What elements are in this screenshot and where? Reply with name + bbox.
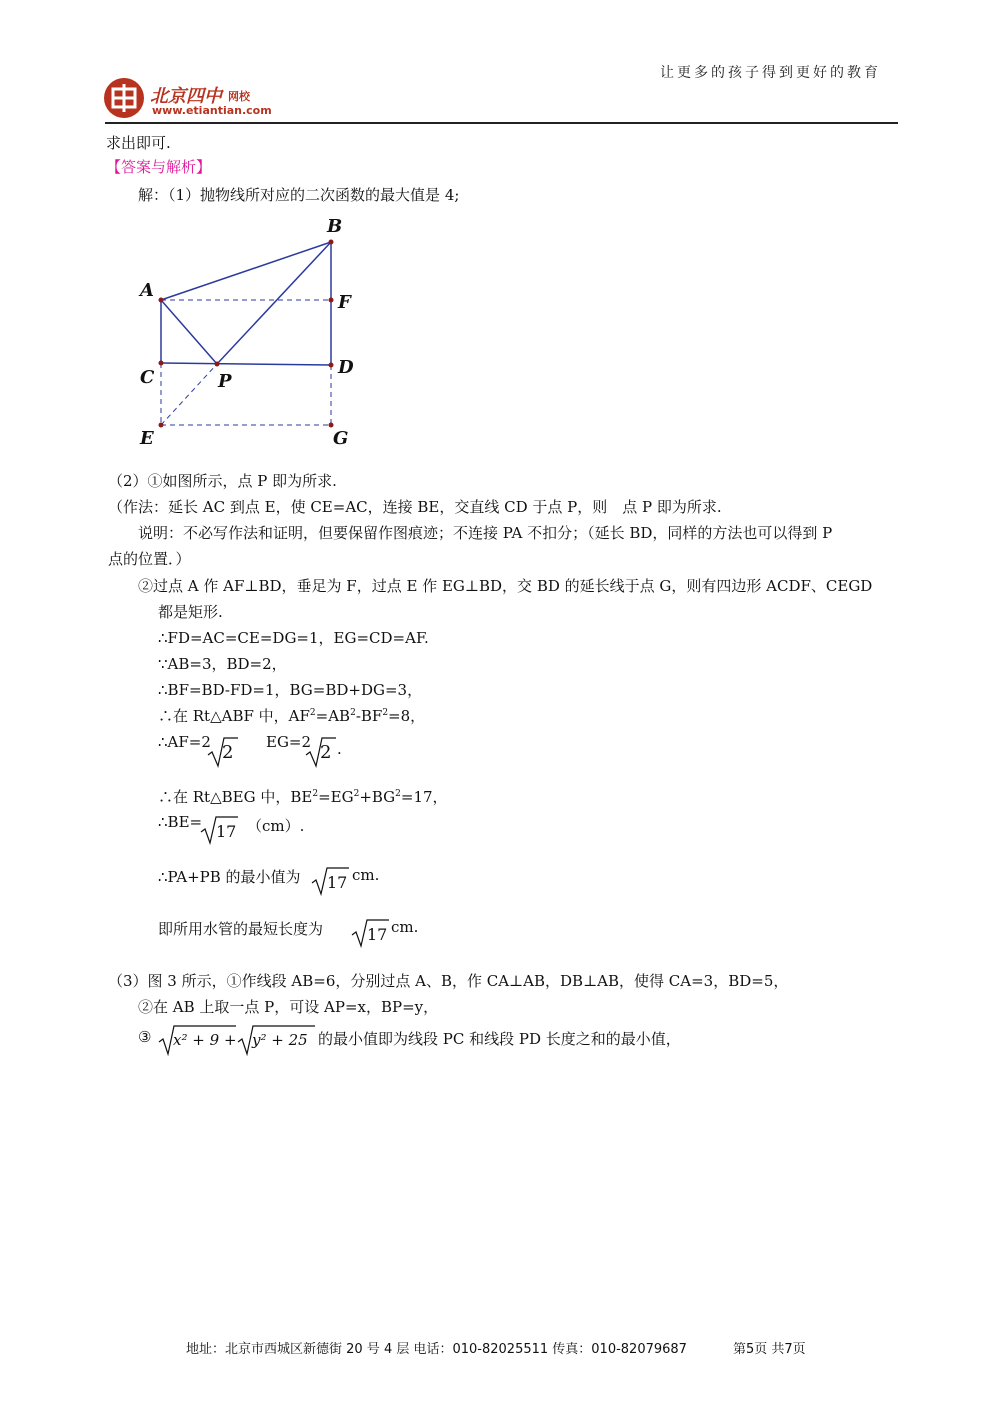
eq8-post: cm. xyxy=(352,866,380,884)
part3-circled-3: ③ xyxy=(138,1028,152,1046)
label-C: C xyxy=(140,367,155,388)
eq9-post: cm. xyxy=(391,918,419,936)
eq4-exp3: 2 xyxy=(382,708,389,718)
eq6-mid1: =EG xyxy=(318,788,354,806)
sqrt17-value-b: 17 xyxy=(327,873,348,892)
footer-page-number: 第5页 共7页 xyxy=(733,1342,806,1357)
geometry-figure xyxy=(130,210,370,460)
header-rule xyxy=(105,122,898,124)
segment-CD xyxy=(161,363,331,365)
part3-line3-text: 的最小值即为线段 PC 和线段 PD 长度之和的最小值， xyxy=(318,1030,681,1048)
sqrt2-value-a: 2 xyxy=(222,742,234,763)
label-E: E xyxy=(140,428,154,449)
point-B xyxy=(329,240,334,245)
part2-note-line2: 点的位置．） xyxy=(108,550,191,568)
label-F: F xyxy=(338,292,351,313)
step2-line2: 都是矩形. xyxy=(158,603,223,621)
header-slogan: 让更多的孩子得到更好的教育 xyxy=(660,65,881,81)
eq5-pre: ∴AF=2 xyxy=(158,733,211,751)
label-D: D xyxy=(338,357,354,378)
eq8-pre: ∴PA+PB 的最小值为 xyxy=(158,868,301,886)
eq6-mid2: +BG xyxy=(359,788,396,806)
logo-icon xyxy=(104,78,144,118)
segment-AP xyxy=(161,300,217,364)
eq4-pre: ∴在 Rt△ABF 中，AF xyxy=(158,707,310,725)
eq5-mid: EG=2 xyxy=(266,733,312,751)
part2-method: （作法：延长 AC 到点 E，使 CE=AC，连接 BE，交直线 CD 于点 P，则 点 P 即为所求. xyxy=(108,498,722,516)
part3-line1: （3）图 3 所示，①作线段 AB=6，分别过点 A、B，作 CA⊥AB，DB⊥AB，使得 CA=3，BD=5， xyxy=(108,972,789,990)
eq4-post: =8， xyxy=(388,707,426,725)
logo-suffix: 网校 xyxy=(228,90,250,103)
eq4-exp2: 2 xyxy=(350,708,356,718)
point-C xyxy=(159,361,164,366)
eq7-post: （cm）. xyxy=(247,817,305,835)
segment-EP xyxy=(161,364,217,425)
label-G: G xyxy=(333,428,349,449)
eq4-mid2: -BF xyxy=(355,707,383,725)
point-E xyxy=(159,423,164,428)
step2-line1: ②过点 A 作 AF⊥BD，垂足为 F，过点 E 作 EG⊥BD，交 BD 的延长线于点 G，则有四边形 ACDF、CEGD xyxy=(138,577,873,595)
point-P xyxy=(215,362,220,367)
eq9-pre: 即所用水管的最短长度为 xyxy=(158,920,324,938)
eq4-mid1: =AB xyxy=(315,707,351,725)
point-A xyxy=(159,298,164,303)
eq6-exp1: 2 xyxy=(312,789,319,799)
part2-note-line1: 说明：不必写作法和证明，但要保留作图痕迹；不连接 PA 不扣分；（延长 BD，同样的方法也可以得到 P xyxy=(138,524,833,542)
logo-url: www.etiantian.com xyxy=(152,104,272,117)
label-A: A xyxy=(140,280,154,301)
footer-address: 地址：北京市西城区新德街 20 号 4 层 电话：010-82025511 传真：010-82079687 xyxy=(186,1342,687,1357)
eq6-post: =17， xyxy=(400,788,448,806)
eq5-post: . xyxy=(337,740,342,758)
point-D xyxy=(329,363,334,368)
plus-sign: + xyxy=(224,1031,237,1049)
segment-AB xyxy=(161,242,331,300)
eq6-exp2: 2 xyxy=(353,789,360,799)
equation-6 xyxy=(158,786,448,807)
point-G xyxy=(329,423,334,428)
sqrt17-value-a: 17 xyxy=(216,822,237,841)
radical-y-content: y² + 25 xyxy=(252,1031,308,1049)
logo-name: 北京四中 xyxy=(150,86,222,107)
intro-line: 求出即可. xyxy=(106,134,171,152)
equation-1: ∴FD=AC=CE=DG=1，EG=CD=AF. xyxy=(158,629,429,647)
sqrt2-value-b: 2 xyxy=(320,742,332,763)
equation-3: ∴BF=BD-FD=1，BG=BD+DG=3， xyxy=(158,681,423,699)
point-F xyxy=(329,298,334,303)
equation-4 xyxy=(158,705,425,726)
equation-2: ∵AB=3，BD=2， xyxy=(158,655,287,673)
eq4-exp1: 2 xyxy=(309,708,316,718)
answer-section-tag: 【答案与解析】 xyxy=(106,158,212,176)
part1-answer: 解：（1）抛物线所对应的二次函数的最大值是 4; xyxy=(138,186,460,204)
label-P: P xyxy=(218,371,232,392)
eq6-pre: ∴在 Rt△BEG 中，BE xyxy=(158,788,313,806)
eq6-exp3: 2 xyxy=(395,789,401,799)
part2-title: （2）①如图所示，点 P 即为所求. xyxy=(108,472,337,490)
sqrt17-value-c: 17 xyxy=(367,925,388,944)
radical-x-content: x² + 9 xyxy=(173,1031,220,1049)
label-B: B xyxy=(327,216,343,237)
segment-PB xyxy=(217,242,331,364)
part3-line2: ②在 AB 上取一点 P，可设 AP=x，BP=y， xyxy=(138,998,439,1016)
eq7-pre: ∴BE= xyxy=(158,813,203,831)
